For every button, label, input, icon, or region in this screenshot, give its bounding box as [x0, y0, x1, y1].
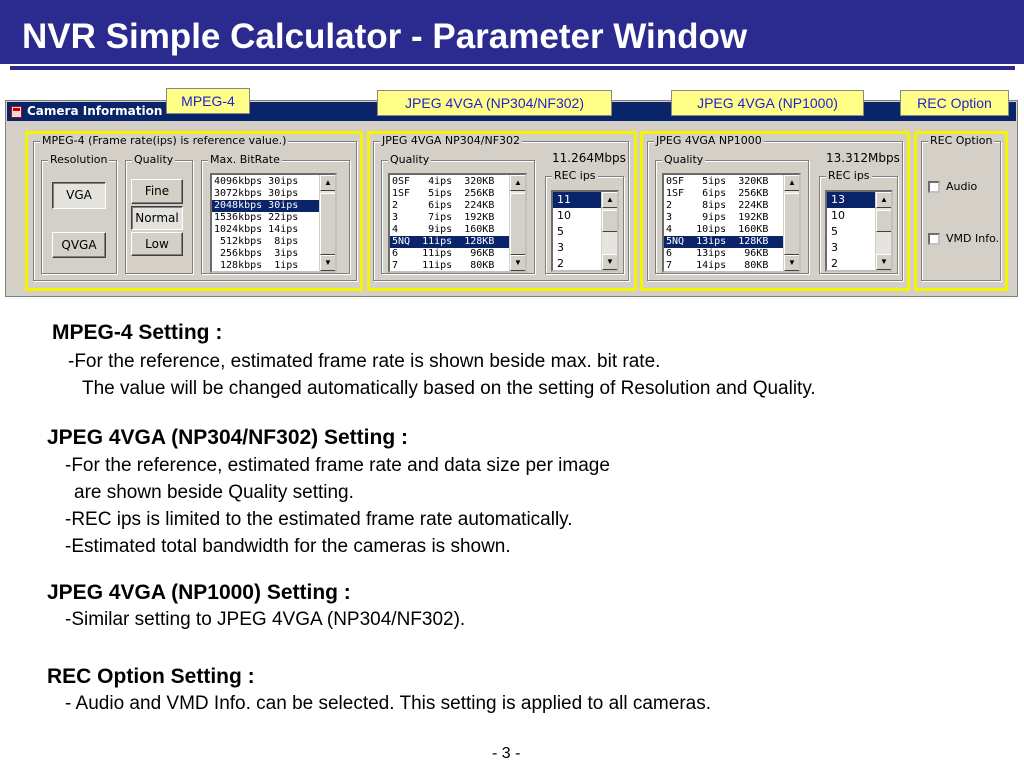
list-item[interactable]: 4 10ips 160KB: [666, 224, 769, 235]
list-item[interactable]: 10: [557, 209, 571, 222]
jpeg-np1000-quality-label: Quality: [664, 153, 704, 166]
list-item[interactable]: 0SF 5ips 320KB: [666, 176, 769, 187]
jpeg-np304-rec-ips-group: [545, 169, 624, 274]
vmd-info-checkbox[interactable]: [928, 233, 940, 245]
quality-fine-button[interactable]: Fine: [131, 179, 183, 204]
list-item[interactable]: 6 13ips 96KB: [666, 248, 769, 259]
list-item[interactable]: 10: [831, 209, 845, 222]
list-item[interactable]: 5: [831, 225, 838, 238]
list-item[interactable]: 256kbps 3ips: [214, 248, 299, 259]
quality-normal-button[interactable]: Normal: [131, 206, 183, 230]
mpeg4-setting-heading: MPEG-4 Setting :: [52, 321, 223, 344]
list-item-selected[interactable]: 5NQ 13ips 128KB: [664, 236, 783, 248]
jpeg-np304-bandwidth: 11.264Mbps: [552, 151, 626, 165]
jpeg-np1000-rec-ips-group: [819, 169, 898, 274]
jpeg-np1000-group: [647, 134, 903, 281]
list-item[interactable]: 3 9ips 192KB: [666, 212, 769, 223]
scroll-thumb[interactable]: [320, 193, 336, 255]
jpeg-np1000-rec-ips-label: REC ips: [828, 169, 870, 182]
rec-option-group: [921, 134, 1001, 281]
jpeg-np1000-rec-ips-scrollbar[interactable]: [875, 192, 891, 270]
app-icon: [11, 106, 22, 118]
resolution-group: [41, 153, 117, 274]
window-body: [7, 121, 1016, 295]
list-item[interactable]: 3 7ips 192KB: [392, 212, 495, 223]
scroll-thumb[interactable]: [784, 193, 800, 255]
callout-jpeg-np1000-label: JPEG 4VGA (NP1000): [697, 95, 838, 111]
scroll-thumb[interactable]: [602, 210, 618, 232]
list-item[interactable]: 3: [557, 241, 564, 254]
list-item[interactable]: 2 8ips 224KB: [666, 200, 769, 211]
list-item-selected[interactable]: 2048kbps 30ips: [212, 200, 319, 212]
callout-rec-option: [900, 90, 1009, 116]
scroll-down-arrow-icon[interactable]: ▼: [784, 255, 800, 271]
list-item[interactable]: 7 14ips 80KB: [666, 260, 769, 271]
quality-low-button[interactable]: Low: [131, 232, 183, 256]
window-title: Camera Information: [27, 104, 163, 118]
list-item[interactable]: 512kbps 8ips: [214, 236, 299, 247]
list-item[interactable]: 7 11ips 80KB: [392, 260, 495, 271]
callout-jpeg-np304: [377, 90, 612, 116]
jpeg-np1000-rec-ips-items: [827, 192, 875, 272]
jpeg-np1000-bandwidth: 13.312Mbps: [826, 151, 900, 165]
jpeg-np304-rec-ips-items: [553, 192, 601, 272]
jpeg-np304-setting-line: are shown beside Quality setting.: [74, 482, 354, 503]
jpeg-np304-quality-scrollbar[interactable]: [509, 175, 525, 271]
callout-mpeg4: [166, 88, 250, 114]
mpeg4-setting-line: The value will be changed automatically based on the setting of Resolution and Quality.: [82, 378, 816, 399]
title-underline: [10, 66, 1015, 70]
max-bitrate-group: [201, 153, 350, 274]
list-item[interactable]: 2: [831, 257, 838, 270]
list-item-selected[interactable]: 5NQ 11ips 128KB: [390, 236, 509, 248]
jpeg-np304-rec-ips-list[interactable]: [551, 190, 619, 272]
slide-title: NVR Simple Calculator - Parameter Window: [22, 17, 748, 56]
max-bitrate-label: Max. BitRate: [210, 153, 280, 166]
jpeg-np304-setting-heading: JPEG 4VGA (NP304/NF302) Setting :: [47, 426, 408, 449]
list-item[interactable]: 1024kbps 14ips: [214, 224, 299, 235]
jpeg-np304-quality-list[interactable]: [388, 173, 527, 273]
jpeg-np304-rec-ips-label: REC ips: [554, 169, 596, 182]
list-item[interactable]: 4096kbps 30ips: [214, 176, 299, 187]
list-item-selected[interactable]: 13: [827, 192, 875, 208]
jpeg-np1000-setting-heading: JPEG 4VGA (NP1000) Setting :: [47, 581, 351, 604]
vmd-info-label: VMD Info.: [946, 232, 1000, 245]
jpeg-np1000-rec-ips-list[interactable]: [825, 190, 893, 272]
scroll-down-arrow-icon[interactable]: ▼: [602, 254, 618, 270]
resolution-label: Resolution: [50, 153, 108, 166]
callout-jpeg-np1000: [671, 90, 864, 116]
jpeg-np304-quality-label: Quality: [390, 153, 430, 166]
jpeg-np304-setting-line: -For the reference, estimated frame rate and data size per image: [65, 455, 610, 476]
jpeg-np304-quality-group: [381, 153, 535, 274]
rec-option-setting-heading: REC Option Setting :: [47, 665, 255, 688]
jpeg-np1000-quality-scrollbar[interactable]: [783, 175, 799, 271]
list-item-selected[interactable]: 11: [553, 192, 601, 208]
jpeg-np304-rec-ips-scrollbar[interactable]: [601, 192, 617, 270]
scroll-down-arrow-icon[interactable]: ▼: [510, 255, 526, 271]
jpeg-np304-quality-items: [390, 176, 509, 272]
max-bitrate-list[interactable]: [210, 173, 337, 273]
callout-mpeg4-label: MPEG-4: [181, 93, 235, 109]
jpeg-np304-group-label: JPEG 4VGA NP304/NF302: [382, 134, 521, 147]
jpeg-np304-setting-line: -Estimated total bandwidth for the cameras is shown.: [65, 536, 511, 557]
list-item[interactable]: 3: [831, 241, 838, 254]
scroll-up-arrow-icon[interactable]: ▲: [602, 192, 618, 208]
list-item[interactable]: 4 9ips 160KB: [392, 224, 495, 235]
resolution-vga-button[interactable]: VGA: [52, 182, 106, 209]
list-item[interactable]: 1SF 5ips 256KB: [392, 188, 495, 199]
list-item[interactable]: 2 6ips 224KB: [392, 200, 495, 211]
list-item[interactable]: 0SF 4ips 320KB: [392, 176, 495, 187]
rec-option-group-label: REC Option: [930, 134, 993, 147]
list-item[interactable]: 1SF 6ips 256KB: [666, 188, 769, 199]
resolution-qvga-button[interactable]: QVGA: [52, 232, 106, 258]
scroll-thumb[interactable]: [876, 210, 892, 232]
jpeg-np1000-setting-line: -Similar setting to JPEG 4VGA (NP304/NF302).: [65, 609, 466, 630]
mpeg4-group-label: MPEG-4 (Frame rate(ips) is reference value.): [42, 134, 287, 147]
mpeg4-group: [33, 134, 357, 281]
jpeg-np304-group: [373, 134, 629, 281]
jpeg-np1000-quality-list[interactable]: [662, 173, 801, 273]
scroll-up-arrow-icon[interactable]: ▲: [510, 175, 526, 191]
scroll-up-arrow-icon[interactable]: ▲: [876, 192, 892, 208]
max-bitrate-scrollbar[interactable]: [319, 175, 335, 271]
slide-title-bar: [0, 0, 1024, 64]
list-item[interactable]: 2: [557, 257, 564, 270]
scroll-up-arrow-icon[interactable]: ▲: [320, 175, 336, 191]
scroll-down-arrow-icon[interactable]: ▼: [320, 255, 336, 271]
page-number: - 3 -: [492, 745, 521, 762]
jpeg-np1000-quality-group: [655, 153, 809, 274]
jpeg-np304-setting-line: -REC ips is limited to the estimated frame rate automatically.: [65, 509, 573, 530]
audio-checkbox-row[interactable]: [928, 180, 977, 193]
scroll-thumb[interactable]: [510, 193, 526, 255]
callout-jpeg-np304-label: JPEG 4VGA (NP304/NF302): [405, 95, 584, 111]
rec-option-setting-line: - Audio and VMD Info. can be selected. This setting is applied to all cameras.: [65, 693, 711, 714]
jpeg-np1000-group-label: JPEG 4VGA NP1000: [656, 134, 762, 147]
scroll-down-arrow-icon[interactable]: ▼: [876, 254, 892, 270]
list-item[interactable]: 128kbps 1ips: [214, 260, 299, 271]
list-item[interactable]: 5: [557, 225, 564, 238]
scroll-up-arrow-icon[interactable]: ▲: [784, 175, 800, 191]
max-bitrate-items: [212, 176, 319, 272]
vmd-info-checkbox-row[interactable]: [928, 232, 999, 245]
camera-information-window: [5, 100, 1018, 297]
list-item[interactable]: 3072kbps 30ips: [214, 188, 299, 199]
quality-group: [125, 153, 193, 274]
audio-checkbox[interactable]: [928, 181, 940, 193]
quality-label: Quality: [134, 153, 174, 166]
callout-rec-option-label: REC Option: [917, 95, 992, 111]
jpeg-np1000-quality-items: [664, 176, 783, 272]
list-item[interactable]: 6 11ips 96KB: [392, 248, 495, 259]
mpeg4-setting-line: -For the reference, estimated frame rate is shown beside max. bit rate.: [68, 351, 661, 372]
list-item[interactable]: 1536kbps 22ips: [214, 212, 299, 223]
audio-label: Audio: [946, 180, 978, 193]
